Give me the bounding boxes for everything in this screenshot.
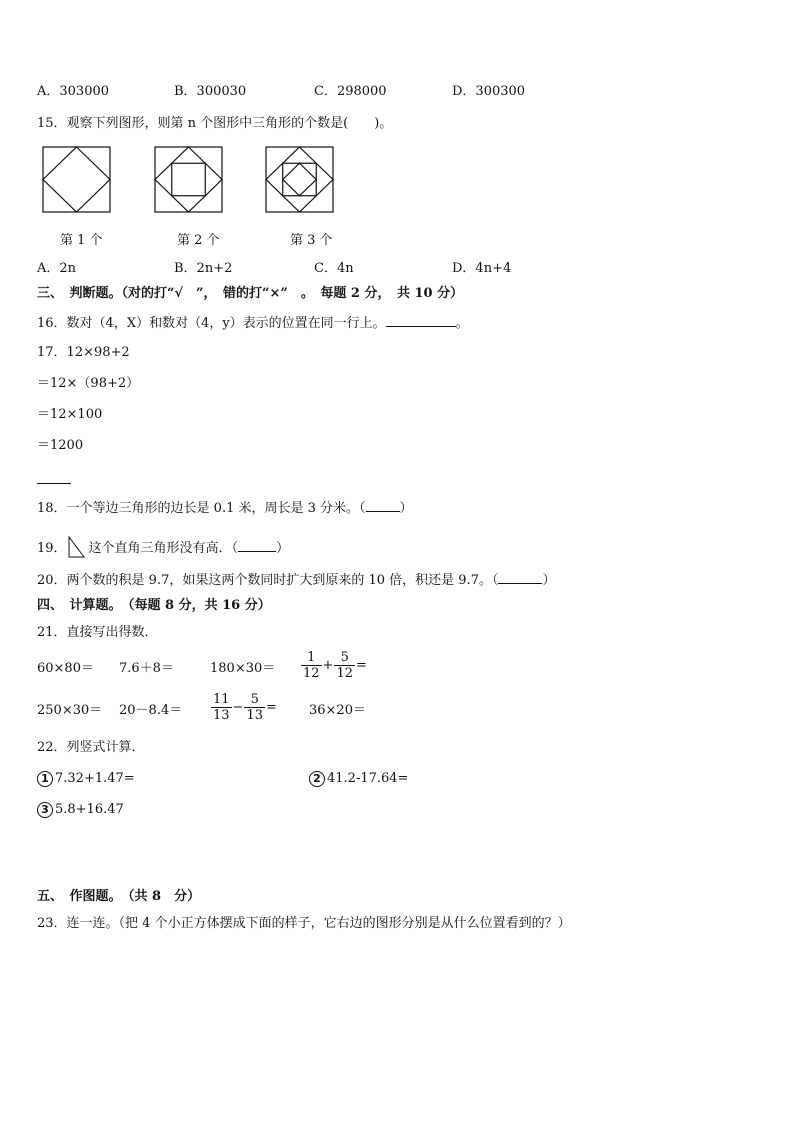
q16-line	[37, 314, 469, 333]
q21-item-2: 7.6＋8＝	[119, 661, 174, 676]
section5-title: 五、 作图题。 （共 8 分）	[37, 889, 201, 904]
q15-caption-1: 第 1 个	[60, 233, 103, 248]
q21-item-4: $\frac{1}{12}$ + $\frac{5}{12}$ =	[303, 650, 367, 681]
q15-figure-2	[154, 146, 224, 214]
q14-option-a: A．303000	[37, 84, 110, 99]
q15-caption-3: 第 3 个	[290, 233, 333, 248]
q22-title: 22．列竖式计算．	[37, 740, 145, 755]
q21-item-3: 180×30＝	[210, 661, 276, 676]
fraction: $\frac{11}{13}$	[213, 692, 230, 723]
fraction: $\frac{1}{12}$	[303, 650, 320, 681]
q20-text: 20．两个数的积是 9.7，如果这两个数同时扩大到原来的 10 倍，积还是 9.7。（	[37, 573, 499, 588]
q22-item-1: 1 7.32+1.47=	[37, 770, 135, 788]
q19-answer-blank[interactable]	[238, 539, 276, 552]
q17-line-3: ＝12×100	[37, 407, 103, 422]
q15-option-d: D．4n+4	[452, 261, 512, 276]
q20-line	[37, 571, 555, 590]
q15-caption-2: 第 2 个	[177, 233, 220, 248]
q15-option-c: C．4n	[314, 261, 354, 276]
q21-item-1: 60×80＝	[37, 661, 94, 676]
q18-text: 18．一个等边三角形的边长是 0.1 米，周长是 3 分米。（	[37, 501, 366, 516]
q15-option-b: B．2n+2	[174, 261, 233, 276]
section3-title: 三、 判断题。（对的打“√ ”， 错的打“×” 。 每题 2 分， 共 10 分）	[37, 286, 464, 301]
section4-title: 四、 计算题。 （每题 8 分，共 16 分）	[37, 598, 271, 613]
q16-text: 16．数对（4，X）和数对（4，y）表示的位置在同一行上。	[37, 316, 386, 331]
q14-option-c: C．298000	[314, 84, 387, 99]
q19-end: ）	[276, 541, 290, 556]
q16-answer-blank[interactable]	[386, 314, 456, 327]
q21-title: 21．直接写出得数．	[37, 625, 158, 640]
q15-question: 15．观察下列图形，则第 n 个图形中三角形的个数是( )。	[37, 116, 393, 131]
q21-item-6: 20－8.4＝	[119, 703, 183, 718]
q19-text: 这个直角三角形没有高．（	[88, 541, 239, 556]
q14-option-b: B．300030	[174, 84, 247, 99]
q14-option-d: D．300300	[452, 84, 526, 99]
q16-end: 。	[455, 316, 469, 331]
q15-figure-3	[265, 146, 335, 214]
q19-num: 19．	[37, 541, 67, 556]
circled-number: 2	[309, 771, 325, 787]
q17-line-4: ＝1200	[37, 438, 84, 453]
q22-item-2: 2 41.2-17.64=	[309, 770, 408, 788]
q21-item-7: $\frac{11}{13}$ − $\frac{5}{13}$ =	[213, 692, 277, 723]
q21-item-5: 250×30＝	[37, 703, 103, 718]
q23-text: 23．连一连。（把 4 个小正方体摆成下面的样子，它右边的图形分别是从什么位置看到的？）	[37, 916, 571, 931]
circled-number: 1	[37, 771, 53, 787]
q20-end: ）	[542, 573, 556, 588]
q21-item-8: 36×20＝	[309, 703, 366, 718]
q15-option-a: A．2n	[37, 261, 77, 276]
q18-line	[37, 499, 413, 518]
q18-end: ）	[399, 501, 413, 516]
right-triangle-icon	[67, 536, 85, 558]
fraction: $\frac{5}{12}$	[336, 650, 353, 681]
q19-line	[37, 536, 289, 558]
q17-line-1: 17．12×98+2	[37, 345, 130, 360]
q17-answer-blank[interactable]	[37, 483, 71, 484]
q17-line-2: ＝12×（98+2）	[37, 376, 140, 391]
circled-number: 3	[37, 802, 53, 818]
q22-item-3: 3 5.8+16.47	[37, 801, 124, 819]
q18-answer-blank[interactable]	[366, 499, 400, 512]
q20-answer-blank[interactable]	[498, 571, 542, 584]
q15-figure-1	[42, 146, 112, 214]
fraction: $\frac{5}{13}$	[246, 692, 263, 723]
